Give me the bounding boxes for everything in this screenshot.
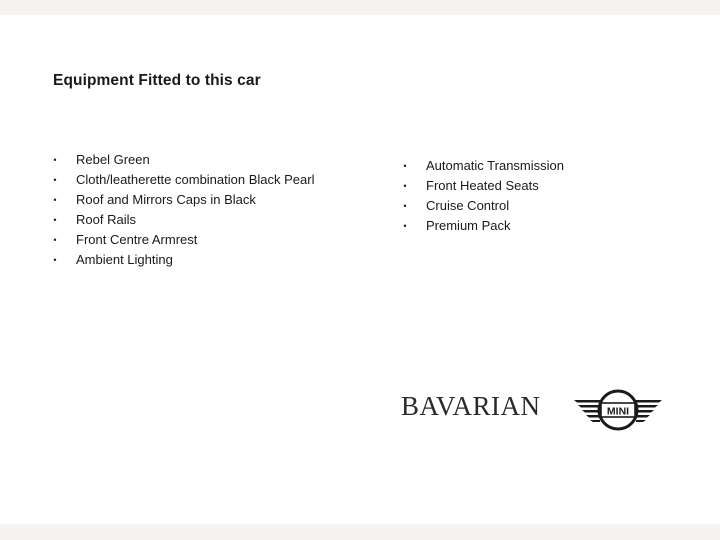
list-item: • Rebel Green — [51, 150, 314, 170]
document-page — [0, 15, 720, 524]
list-item: • Front Centre Armrest — [51, 230, 314, 250]
bullet-icon: • — [403, 201, 407, 211]
dealer-logo: BAVARIAN — [401, 391, 541, 421]
equipment-list-left — [51, 150, 314, 270]
bullet-icon: • — [53, 175, 57, 185]
list-item: • Ambient Lighting — [51, 250, 314, 270]
mini-wings-logo-icon — [572, 388, 664, 432]
list-item: • Automatic Transmission — [401, 156, 564, 176]
list-item: • Roof Rails — [51, 210, 314, 230]
bullet-icon: • — [53, 195, 57, 205]
page-title: Equipment Fitted to this car — [53, 72, 261, 89]
bullet-icon: • — [53, 215, 57, 225]
bullet-icon: • — [403, 161, 407, 171]
bullet-icon: • — [53, 155, 57, 165]
brand-logo-text: MINI — [606, 405, 630, 418]
bullet-icon: • — [403, 181, 407, 191]
list-item: • Premium Pack — [401, 216, 564, 236]
equipment-list-right — [401, 156, 564, 236]
bullet-icon: • — [53, 235, 57, 245]
bullet-icon: • — [403, 221, 407, 231]
list-item: • Roof and Mirrors Caps in Black — [51, 190, 314, 210]
list-item: • Cruise Control — [401, 196, 564, 216]
list-item: • Front Heated Seats — [401, 176, 564, 196]
bullet-icon: • — [53, 255, 57, 265]
list-item: • Cloth/leatherette combination Black Pearl — [51, 170, 314, 190]
